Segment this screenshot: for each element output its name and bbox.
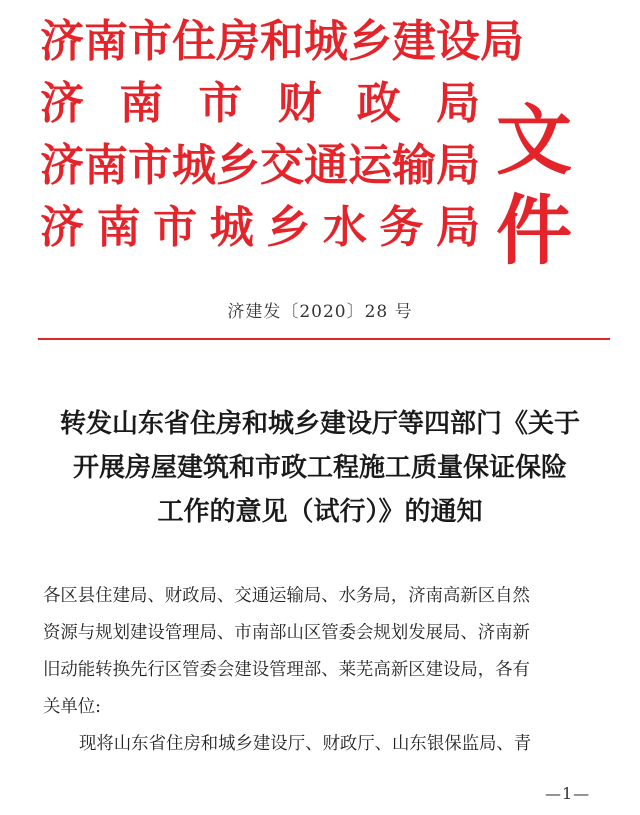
agency-name-char: 政	[356, 78, 401, 129]
agency-name-char: 输	[392, 140, 436, 191]
agency-name-char: 通	[304, 140, 348, 191]
agency-name-char: 市	[128, 16, 172, 67]
title-line: 开展房屋建筑和市政工程施工质量保证保险	[72, 453, 567, 483]
agency-name-char: 济	[40, 78, 84, 129]
agency-name-line	[40, 200, 480, 256]
agency-name-line	[40, 138, 480, 194]
document-title	[40, 402, 600, 534]
agency-name-char: 财	[277, 78, 322, 129]
agency-name-char: 南	[84, 140, 128, 191]
agency-name-char: 住	[172, 16, 216, 67]
document-header	[40, 14, 640, 275]
recipients-line: 各区县住建局、财政局、交通运输局、水务局，济南高新区自然	[43, 586, 530, 606]
agency-name-char: 交	[260, 140, 304, 191]
red-divider-line	[38, 338, 610, 340]
agency-name-line	[40, 14, 524, 70]
agency-name-char: 和	[260, 16, 304, 67]
title-line: 工作的意见（试行）》的通知	[157, 497, 483, 527]
agency-name-char: 务	[379, 202, 424, 253]
agency-name-char: 南	[84, 16, 128, 67]
agency-name-char: 局	[435, 202, 480, 253]
agency-name-char: 城	[172, 140, 216, 191]
agency-name-char: 济	[40, 202, 84, 253]
agency-name-char: 设	[436, 16, 480, 67]
agency-name-char: 局	[480, 16, 524, 67]
agency-name-char: 运	[348, 140, 392, 191]
agency-name-char: 乡	[348, 16, 392, 67]
agency-name-char: 局	[435, 78, 480, 129]
agency-name-char: 乡	[216, 140, 260, 191]
document-body	[43, 578, 613, 763]
agency-name-char: 局	[436, 140, 480, 191]
paragraph-line: 现将山东省住房和城乡建设厅、财政厅、山东银保监局、青	[79, 734, 532, 754]
agency-name-char: 南	[96, 202, 141, 253]
agency-name-char: 市	[153, 202, 198, 253]
agency-name-char: 建	[392, 16, 436, 67]
agency-name-char: 市	[128, 140, 172, 191]
agency-name-char: 房	[216, 16, 260, 67]
recipients-line: 关单位:	[43, 697, 102, 717]
agency-name-char: 济	[40, 16, 84, 67]
title-line: 转发山东省住房和城乡建设厅等四部门《关于	[59, 409, 580, 439]
agency-name-char: 济	[40, 140, 84, 191]
document-number: 济建发〔2020〕28 号	[227, 302, 413, 322]
agency-name-char: 城	[304, 16, 348, 67]
agency-name-char: 水	[322, 202, 367, 253]
recipients-line: 旧动能转换先行区管委会建设管理部、莱芜高新区建设局，各有	[43, 660, 530, 680]
page-number: —1—	[545, 784, 591, 803]
agency-name-char: 城	[209, 202, 254, 253]
agency-name-line	[40, 76, 480, 132]
agency-name-char: 市	[198, 78, 243, 129]
document-type-label: 文件	[496, 96, 574, 275]
agency-name-char: 南	[119, 78, 164, 129]
agency-name-char: 乡	[266, 202, 311, 253]
recipients-line: 资源与规划建设管理局、市南部山区管委会规划发展局、济南新	[43, 623, 530, 643]
